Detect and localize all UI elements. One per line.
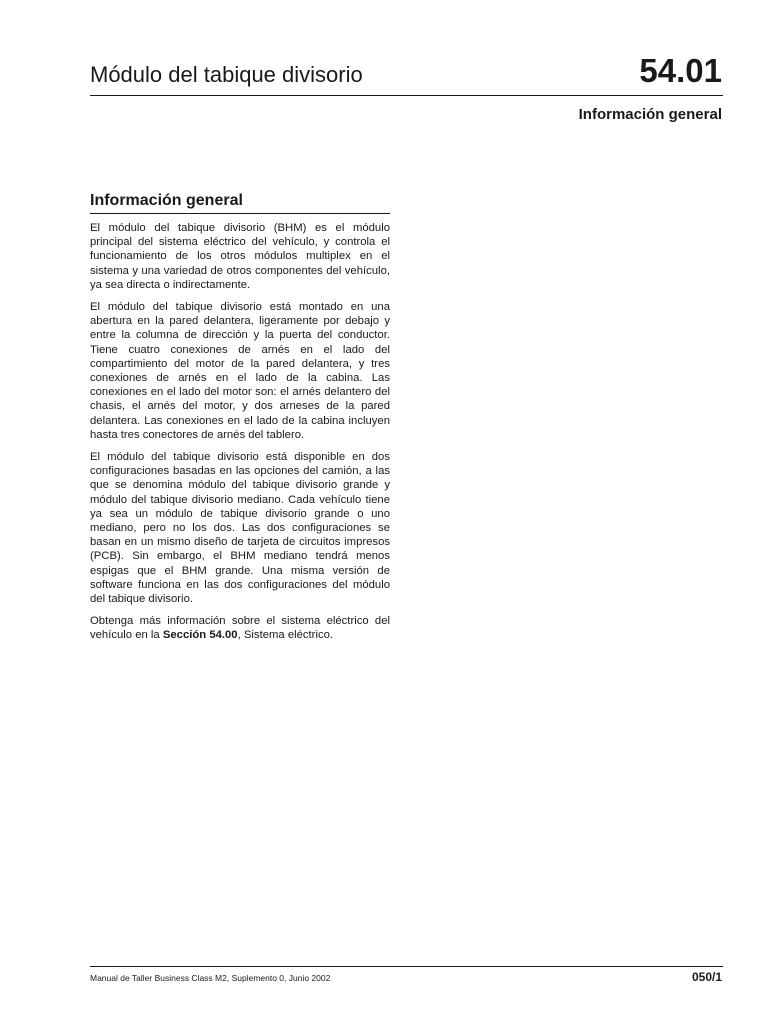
paragraph-4-text-after: , Sistema eléctrico. [237,629,334,642]
paragraph-4-text-before: Obtenga más información sobre el sistema eléctrico del vehículo en la [90,615,390,642]
section-reference-link: Sección 54.00 [162,629,238,642]
paragraph-3: El módulo del tabique divisorio está disponible en dos configuraciones basadas en las opciones del camión, a las que se denomina módulo del tabique divisorio grande y módulo del tabique divisorio mediano. Cada vehículo tiene ya sea un módulo de tabique divisorio grande o uno mediano, pero no los dos. Las dos configuraciones se basan en un mismo diseño de tarjeta de circuitos impresos (PCB). Sin embargo, el BHM mediano tendrá menos espigas que el BHM grande. Una misma versión de software funciona en las dos configuraciones del módulo del tabique divisorio. [90,451,390,606]
header-divider [90,95,723,96]
page-subtitle: Información general [578,106,722,123]
footer-divider [90,966,723,967]
page-title: Módulo del tabique divisorio [90,62,363,87]
section-body [90,221,390,643]
page-number: 050/1 [691,970,722,984]
content-section [90,192,390,651]
section-heading: Información general [90,192,390,214]
section-number: 54.01 [639,52,722,89]
footer-publication: Manual de Taller Business Class M2, Suplemento 0, Junio 2002 [90,973,331,983]
paragraph-1: El módulo del tabique divisorio (BHM) es el módulo principal del sistema eléctrico del vehículo, y controla el funcionamiento de los otros módulos multiplex en el sistema y una variedad de otros componentes del vehículo, ya sea directa o indirectamente. [90,222,390,291]
paragraph-4 [90,614,390,642]
paragraph-2: El módulo del tabique divisorio está montado en una abertura en la pared delantera, ligeramente por debajo y entre la columna de dirección y la puerta del conductor. Tiene cuatro conexiones de arnés en el lado del compartimiento del motor de la pared delantera, y tres conexiones de arnés en el lado de la cabina. Las conexiones en el lado del motor son: el arnés delantero del chasis, el arnés del motor, y dos arneses de la pared delantera. Las conexiones en el lado de la cabina incluyen hasta tres conectores de arnés del tablero. [90,301,390,441]
